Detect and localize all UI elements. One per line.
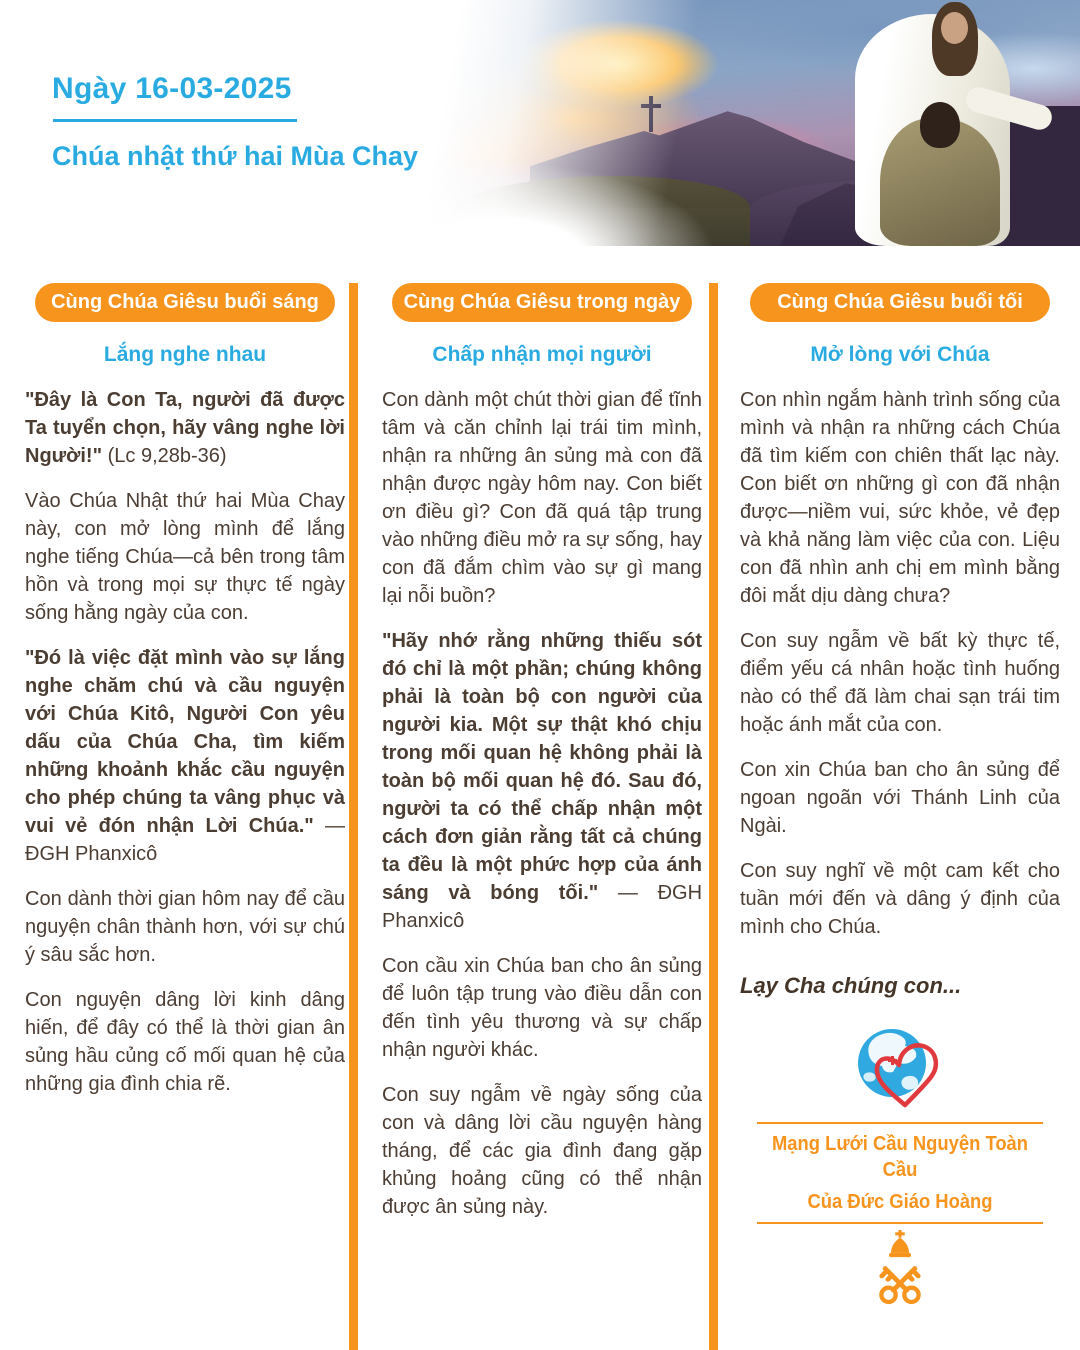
- column-divider: [349, 283, 358, 1350]
- paragraph: [25, 986, 345, 1098]
- paragraph: [25, 487, 345, 627]
- column-day: [382, 283, 702, 1238]
- text-segment: Con cầu xin Chúa ban cho ân sủng để luôn tập trung vào điều dẫn con đến tình yêu thương và sự chấp nhận người khác.: [382, 955, 702, 1061]
- closing-prayer: Lạy Cha chúng con...: [740, 973, 962, 998]
- column-evening: [740, 283, 1060, 1317]
- hero-image-jesus-painting: [420, 0, 1080, 246]
- paragraph: [382, 952, 702, 1064]
- papal-emblem-wrap: [740, 1230, 1060, 1317]
- paragraph: [382, 627, 702, 935]
- text-segment: — ĐGH Phanxicô: [382, 882, 703, 932]
- text-segment: Con nhìn ngắm hành trình sống của mình và nhận ra những cách Chúa đã tìm kiếm con chiên thất lạc này. Con biết ơn những gì con đã nhận được—niềm vui, sức khỏe, vẻ đẹp và khả năng làm việc của con. Liệu con đã nhìn anh chị em mình bằng đôi mắt dịu dàng chưa?: [740, 389, 1060, 607]
- page-title: Chúa nhật thứ hai Mùa Chay: [52, 141, 419, 171]
- column-subtitle-morning: Lắng nghe nhau: [103, 343, 267, 366]
- text-segment: (Lc 9,28b-36): [102, 445, 227, 467]
- paragraph: [740, 857, 1060, 941]
- text-segment: Con suy nghĩ về một cam kết cho tuần mới đến và dâng ý định của mình cho Chúa.: [740, 860, 1060, 938]
- text-segment: Con suy ngẫm về ngày sống của con và dâng lời cầu nguyện hàng tháng, để các gia đình đang gặp khủng hoảng cũng có thể nhận được ân sủng này.: [382, 1084, 702, 1218]
- org-rule-bottom: [757, 1222, 1043, 1224]
- org-name-line2: Của Đức Giáo Hoàng: [807, 1190, 993, 1213]
- text-segment: Con dành thời gian hôm nay để cầu nguyện chân thành hơn, với sự chú ý sâu sắc hơn.: [25, 888, 345, 966]
- column-header-pill-day: Cùng Chúa Giêsu trong ngày: [392, 283, 692, 322]
- globe-heart-logo-icon: [850, 1025, 950, 1111]
- text-segment: Con dành một chút thời gian để tĩnh tâm và căn chỉnh lại trái tim mình, nhận ra những ân sủng mà con đã nhận được ngày hôm nay. Con biết ơn điều gì? Con đã quá tập trung vào những điều mở ra sự sống, hay con đã đắm chìm vào sự gì mang lại nỗi buồn?: [382, 389, 702, 607]
- column-paragraphs-day: [382, 386, 702, 1221]
- paragraph: [25, 885, 345, 969]
- column-subtitle-evening: Mở lòng với Chúa: [810, 343, 990, 366]
- text-segment: "Hãy nhớ rằng những thiếu sót đó chỉ là một phần; chúng không phải là toàn bộ con người của người kia. Một sự thật khó chịu trong mối quan hệ không phải là toàn bộ mối quan hệ đó. Sau đó, người ta có thể chấp nhận một cách đơn giản rằng tất cả chúng ta đều là một phức hợp của ánh sáng và bóng tối.": [382, 630, 702, 904]
- text-segment: — ĐGH Phanxicô: [25, 815, 345, 865]
- column-morning: [25, 283, 345, 1115]
- date-underline: [53, 119, 297, 122]
- column-paragraphs-morning: [25, 386, 345, 1098]
- column-header-pill-evening: Cùng Chúa Giêsu buổi tối: [750, 283, 1050, 322]
- text-segment: "Đó là việc đặt mình vào sự lắng nghe chăm chú và cầu nguyện với Chúa Kitô, Người Con yêu dấu của Chúa Cha, tìm kiếm những khoảnh khắc cầu nguyện cho phép chúng ta vâng phục và vui vẻ đón nhận Lời Chúa.": [25, 647, 345, 837]
- hero-white-fade: [420, 0, 1080, 246]
- column-subtitle-day: Chấp nhận mọi người: [432, 343, 652, 366]
- paragraph: [25, 386, 345, 470]
- column-paragraphs-evening: [740, 386, 1060, 941]
- paragraph: [740, 386, 1060, 610]
- paragraph: [740, 756, 1060, 840]
- text-segment: "Đây là Con Ta, người đã được Ta tuyển chọn, hãy vâng nghe lời Người!": [25, 389, 345, 467]
- paragraph: [382, 1081, 702, 1221]
- organization-logo-block: [740, 1025, 1060, 1317]
- paragraph: [740, 627, 1060, 739]
- text-segment: Con suy ngẫm về bất kỳ thực tế, điểm yếu cá nhân hoặc tình huống nào có thể đã làm chai sạn trái tim hoặc ánh mắt của con.: [740, 630, 1060, 736]
- column-header-pill-morning: Cùng Chúa Giêsu buổi sáng: [35, 283, 335, 322]
- text-segment: Con xin Chúa ban cho ân sủng để ngoan ngoãn với Thánh Linh của Ngài.: [740, 759, 1060, 837]
- date-heading: Ngày 16-03-2025: [52, 72, 292, 105]
- paragraph: [382, 386, 702, 610]
- paragraph: [25, 644, 345, 868]
- column-divider: [709, 283, 718, 1350]
- org-name-line1: Mạng Lưới Cầu Nguyện Toàn Cầu: [771, 1133, 1029, 1182]
- org-rule-top: [757, 1122, 1043, 1124]
- text-segment: Vào Chúa Nhật thứ hai Mùa Chay này, con mở lòng mình để lắng nghe tiếng Chúa—cả bên trong tâm hồn và trong mọi sự thực tế ngày sống hằng ngày của con.: [25, 490, 345, 624]
- papal-keys-icon: [857, 1230, 943, 1312]
- text-segment: Con nguyện dâng lời kinh dâng hiến, để đây có thể là thời gian ân sủng hầu củng cố mối quan hệ của những gia đình chia rẽ.: [25, 989, 345, 1095]
